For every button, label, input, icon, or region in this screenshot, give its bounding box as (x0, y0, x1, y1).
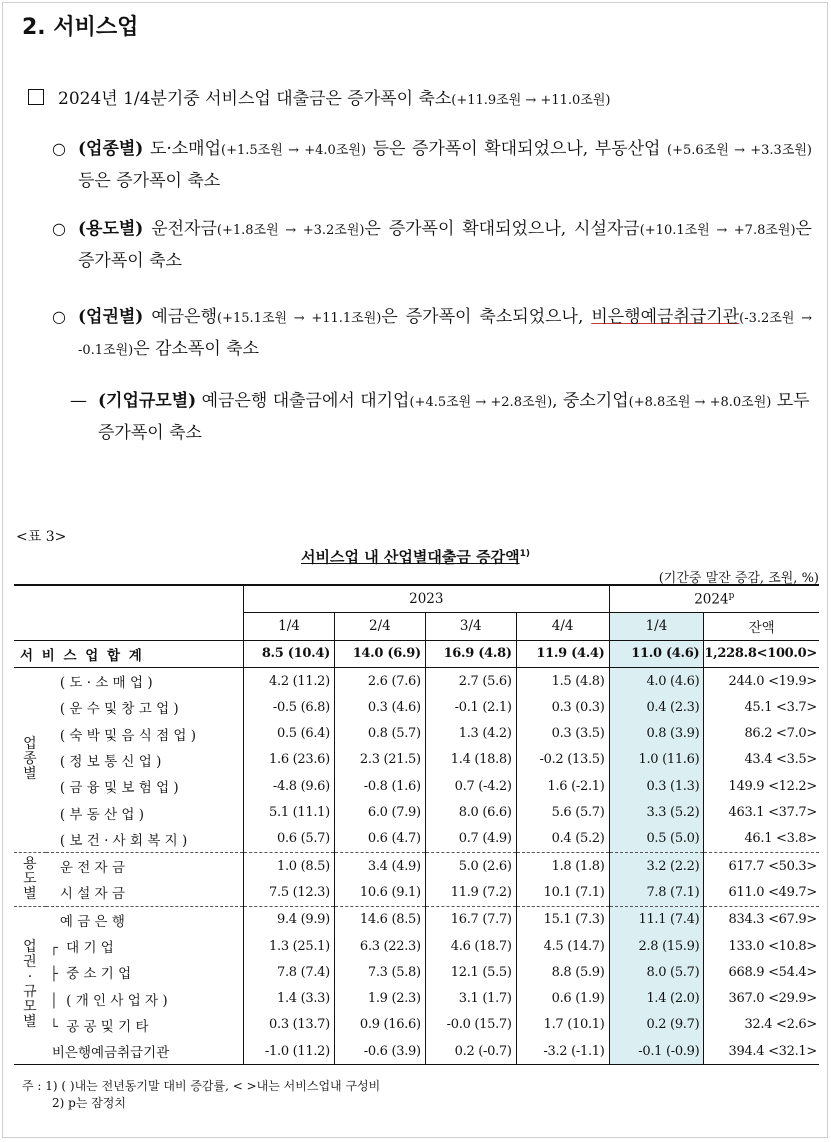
row-label: └ 공 공 및 기 타 (49, 1018, 149, 1035)
value-cell: 6.0 (7.9) (334, 799, 425, 825)
value-cell: 7.8 (7.4) (244, 959, 335, 985)
dash-key: (기업규모별) (98, 391, 197, 411)
value-cell: 0.8 (5.7) (334, 720, 425, 746)
value-cell: 16.7 (7.7) (425, 906, 516, 933)
value-cell: 0.8 (3.9) (609, 720, 704, 746)
value-cell: 10.6 (9.1) (334, 879, 425, 906)
service-loan-table (14, 584, 819, 1065)
value-cell: 0.3 (4.6) (334, 694, 425, 720)
value-cell: -3.2 (-1.1) (516, 1038, 609, 1065)
value-cell: 4.6 (18.7) (425, 933, 516, 959)
row-label: ( 도 · 소 매 업 ) (59, 675, 153, 692)
year-2023-header: 2023 (244, 585, 609, 613)
group-label-industry: 업 종 별 (23, 736, 37, 783)
value-cell: 8.8 (5.9) (516, 959, 609, 985)
balance-cell: 86.2 <7.0> (704, 720, 819, 746)
value-cell: 0.3 (13.7) (244, 1012, 335, 1038)
table-row (14, 799, 819, 825)
dash-bullet: — (70, 391, 87, 411)
balance-cell: 46.1 <3.8> (704, 826, 819, 853)
value-cell: 11.0 (4.6) (609, 640, 704, 667)
balance-cell: 244.0 <19.9> (704, 667, 819, 694)
year-2024-header: 2024$^p$ (609, 585, 819, 613)
balance-cell: 43.4 <3.5> (704, 747, 819, 773)
footnote-2: 2) p는 잠정치 (52, 1096, 126, 1110)
quarter-header: 1/4 (609, 613, 704, 640)
table-row (14, 1038, 819, 1065)
value-cell: 1.5 (4.8) (516, 667, 609, 694)
balance-cell: 32.4 <2.6> (704, 1012, 819, 1038)
balance-cell: 1,228.8<100.0> (704, 640, 819, 667)
value-cell: 7.8 (7.1) (609, 879, 704, 906)
value-cell: 4.2 (11.2) (244, 667, 335, 694)
value-cell: 0.3 (1.3) (609, 773, 704, 799)
table-row (14, 773, 819, 799)
value-cell: 1.6 (23.6) (244, 747, 335, 773)
quarter-header: 4/4 (516, 613, 609, 640)
footnote-1: 주 : 1) ( )내는 전년동기말 대비 증감률, < >내는 서비스업내 구성비 (22, 1079, 381, 1093)
value-cell: -0.2 (13.5) (516, 747, 609, 773)
value-cell: -0.8 (1.6) (334, 773, 425, 799)
balance-cell: 367.0 <29.9> (704, 985, 819, 1011)
value-cell: -1.0 (11.2) (244, 1038, 335, 1065)
value-cell: 11.1 (7.4) (609, 906, 704, 933)
bullet-text: 예금은행(+15.1조원 → +11.1조원)은 증가폭이 축소되었으나, 비은행예금취급기관(-3.2조원 → -0.1조원)은 감소폭이 축소 (78, 307, 812, 359)
bullet-key: (업권별) (78, 307, 144, 327)
bullet-industry (52, 134, 812, 196)
table-unit: (기간중 말잔 증감, 조원, %) (658, 571, 819, 586)
table-row (14, 852, 819, 879)
value-cell: 16.9 (4.8) (425, 640, 516, 667)
value-cell: 1.4 (18.8) (425, 747, 516, 773)
value-cell: -0.0 (15.7) (425, 1012, 516, 1038)
value-cell: 0.4 (2.3) (609, 694, 704, 720)
balance-cell: 617.7 <50.3> (704, 852, 819, 879)
value-cell: 9.4 (9.9) (244, 906, 335, 933)
row-label: 운 전 자 금 (59, 860, 125, 877)
value-cell: 2.3 (21.5) (334, 747, 425, 773)
table-row (14, 985, 819, 1011)
value-cell: 8.0 (6.6) (425, 799, 516, 825)
value-cell: 1.7 (10.1) (516, 1012, 609, 1038)
balance-header: 잔액 (704, 613, 819, 640)
row-label: ( 운 수 및 창 고 업 ) (59, 701, 179, 718)
value-cell: -0.1 (2.1) (425, 694, 516, 720)
value-cell: 3.1 (1.7) (425, 985, 516, 1011)
value-cell: 3.4 (4.9) (334, 852, 425, 879)
value-cell: 6.3 (22.3) (334, 933, 425, 959)
value-cell: 1.4 (3.3) (244, 985, 335, 1011)
row-label: 예 금 은 행 (59, 913, 125, 930)
table-row (14, 879, 819, 906)
table-row (14, 640, 819, 667)
table-title: 서비스업 내 산업별대출금 증감액$^{1)}$ (301, 548, 530, 566)
balance-cell: 45.1 <3.7> (704, 694, 819, 720)
circle-bullet-icon: ○ (52, 139, 66, 158)
value-cell: 1.3 (4.2) (425, 720, 516, 746)
value-cell: 5.1 (11.1) (244, 799, 335, 825)
value-cell: 7.5 (12.3) (244, 879, 335, 906)
table-row (14, 933, 819, 959)
balance-cell: 133.0 <10.8> (704, 933, 819, 959)
value-cell: 5.6 (5.7) (516, 799, 609, 825)
value-cell: 15.1 (7.3) (516, 906, 609, 933)
value-cell: 3.2 (2.2) (609, 852, 704, 879)
footnotes (22, 1078, 380, 1112)
section-title: 2. 서비스업 (22, 15, 139, 40)
bullet-key: (용도별) (78, 219, 144, 239)
value-cell: 8.0 (5.7) (609, 959, 704, 985)
row-label: ( 금 융 및 보 험 업 ) (59, 780, 179, 797)
value-cell: 0.9 (16.6) (334, 1012, 425, 1038)
table-row (14, 720, 819, 746)
value-cell: 1.4 (2.0) (609, 985, 704, 1011)
row-label: 비은행예금취급기관 (51, 1045, 170, 1062)
row-label: ┌ 대 기 업 (49, 940, 114, 956)
value-cell: 0.6 (4.7) (334, 826, 425, 853)
summary-main: 2024년 1/4분기중 서비스업 대출금은 증가폭이 축소 (58, 89, 452, 109)
bullet-usage (52, 214, 812, 276)
value-cell: 14.6 (8.5) (334, 906, 425, 933)
value-cell: 0.2 (-0.7) (425, 1038, 516, 1065)
value-cell: 0.2 (9.7) (609, 1012, 704, 1038)
summary-line (28, 84, 610, 109)
balance-cell: 668.9 <54.4> (704, 959, 819, 985)
value-cell: 0.5 (6.4) (244, 720, 335, 746)
value-cell: 0.7 (4.9) (425, 826, 516, 853)
value-cell: 1.6 (-2.1) (516, 773, 609, 799)
table-row (14, 747, 819, 773)
value-cell: 0.7 (-4.2) (425, 773, 516, 799)
bullet-text: 도·소매업(+1.5조원 → +4.0조원) 등은 증가폭이 확대되었으나, 부동산업 (+5.6조원 → +3.3조원) 등은 증가폭이 축소 (78, 139, 813, 191)
value-cell: 12.1 (5.5) (425, 959, 516, 985)
group-label-sector: 업 권 · 규 모 별 (23, 939, 37, 1031)
table-row (14, 1012, 819, 1038)
value-cell: 0.6 (1.9) (516, 985, 609, 1011)
row-label: 시 설 자 금 (59, 886, 125, 903)
value-cell: 2.7 (5.6) (425, 667, 516, 694)
value-cell: 0.3 (0.3) (516, 694, 609, 720)
value-cell: -4.8 (9.6) (244, 773, 335, 799)
row-label: ( 정 보 통 신 업 ) (59, 753, 162, 770)
balance-cell: 463.1 <37.7> (704, 799, 819, 825)
value-cell: 0.4 (5.2) (516, 826, 609, 853)
balance-cell: 834.3 <67.9> (704, 906, 819, 933)
value-cell: 0.6 (5.7) (244, 826, 335, 853)
quarter-header: 1/4 (244, 613, 335, 640)
summary-detail: (+11.9조원 → +11.0조원) (451, 93, 611, 108)
balance-cell: 149.9 <12.2> (704, 773, 819, 799)
table-row (14, 826, 819, 853)
value-cell: 7.3 (5.8) (334, 959, 425, 985)
value-cell: -0.1 (-0.9) (609, 1038, 704, 1065)
dash-item-size (70, 386, 815, 448)
value-cell: 14.0 (6.9) (334, 640, 425, 667)
value-cell: 1.8 (1.8) (516, 852, 609, 879)
value-cell: 8.5 (10.4) (244, 640, 335, 667)
value-cell: 11.9 (4.4) (516, 640, 609, 667)
value-cell: 2.8 (15.9) (609, 933, 704, 959)
quarter-header: 2/4 (334, 613, 425, 640)
table-row (14, 959, 819, 985)
balance-cell: 394.4 <32.1> (704, 1038, 819, 1065)
group-label-usage: 용 도 별 (23, 855, 37, 902)
table-row (14, 667, 819, 694)
row-label: │ ( 개 인 사 업 자 ) (49, 992, 168, 1009)
row-label: ( 부 동 산 업 ) (59, 806, 145, 823)
value-cell: 2.6 (7.6) (334, 667, 425, 694)
row-label: ├ 중 소 기 업 (49, 966, 132, 983)
row-label: ( 보 건 · 사 회 복 지 ) (59, 832, 188, 849)
value-cell: 4.5 (14.7) (516, 933, 609, 959)
dash-text: 예금은행 대출금에서 대기업(+4.5조원 → +2.8조원), 중소기업(+8.8조원 → +8.0조원) 모두 증가폭이 축소 (98, 391, 810, 443)
circle-bullet-icon: ○ (52, 307, 66, 326)
square-bullet-icon (28, 89, 44, 105)
value-cell: 1.0 (11.6) (609, 747, 704, 773)
bullet-sector (52, 302, 812, 366)
value-cell: 3.3 (5.2) (609, 799, 704, 825)
row-label: 서 비 스 업 합 계 (20, 647, 144, 664)
value-cell: 1.3 (25.1) (244, 933, 335, 959)
circle-bullet-icon: ○ (52, 219, 66, 238)
value-cell: 0.3 (3.5) (516, 720, 609, 746)
table-row (14, 906, 819, 933)
value-cell: 1.9 (2.3) (334, 985, 425, 1011)
value-cell: 4.0 (4.6) (609, 667, 704, 694)
bullet-key: (업종별) (78, 139, 144, 159)
value-cell: 10.1 (7.1) (516, 879, 609, 906)
quarter-header: 3/4 (425, 613, 516, 640)
table-row (14, 694, 819, 720)
value-cell: 5.0 (2.6) (425, 852, 516, 879)
balance-cell: 611.0 <49.7> (704, 879, 819, 906)
value-cell: 1.0 (8.5) (244, 852, 335, 879)
value-cell: 11.9 (7.2) (425, 879, 516, 906)
table-label: <표 3> (16, 529, 67, 545)
value-cell: -0.6 (3.9) (334, 1038, 425, 1065)
value-cell: -0.5 (6.8) (244, 694, 335, 720)
row-label: ( 숙 박 및 음 식 점 업 ) (59, 727, 197, 744)
value-cell: 0.5 (5.0) (609, 826, 704, 853)
bullet-text: 운전자금(+1.8조원 → +3.2조원)은 증가폭이 확대되었으나, 시설자금(+10.1조원 → +7.8조원)은 증가폭이 축소 (78, 219, 812, 271)
